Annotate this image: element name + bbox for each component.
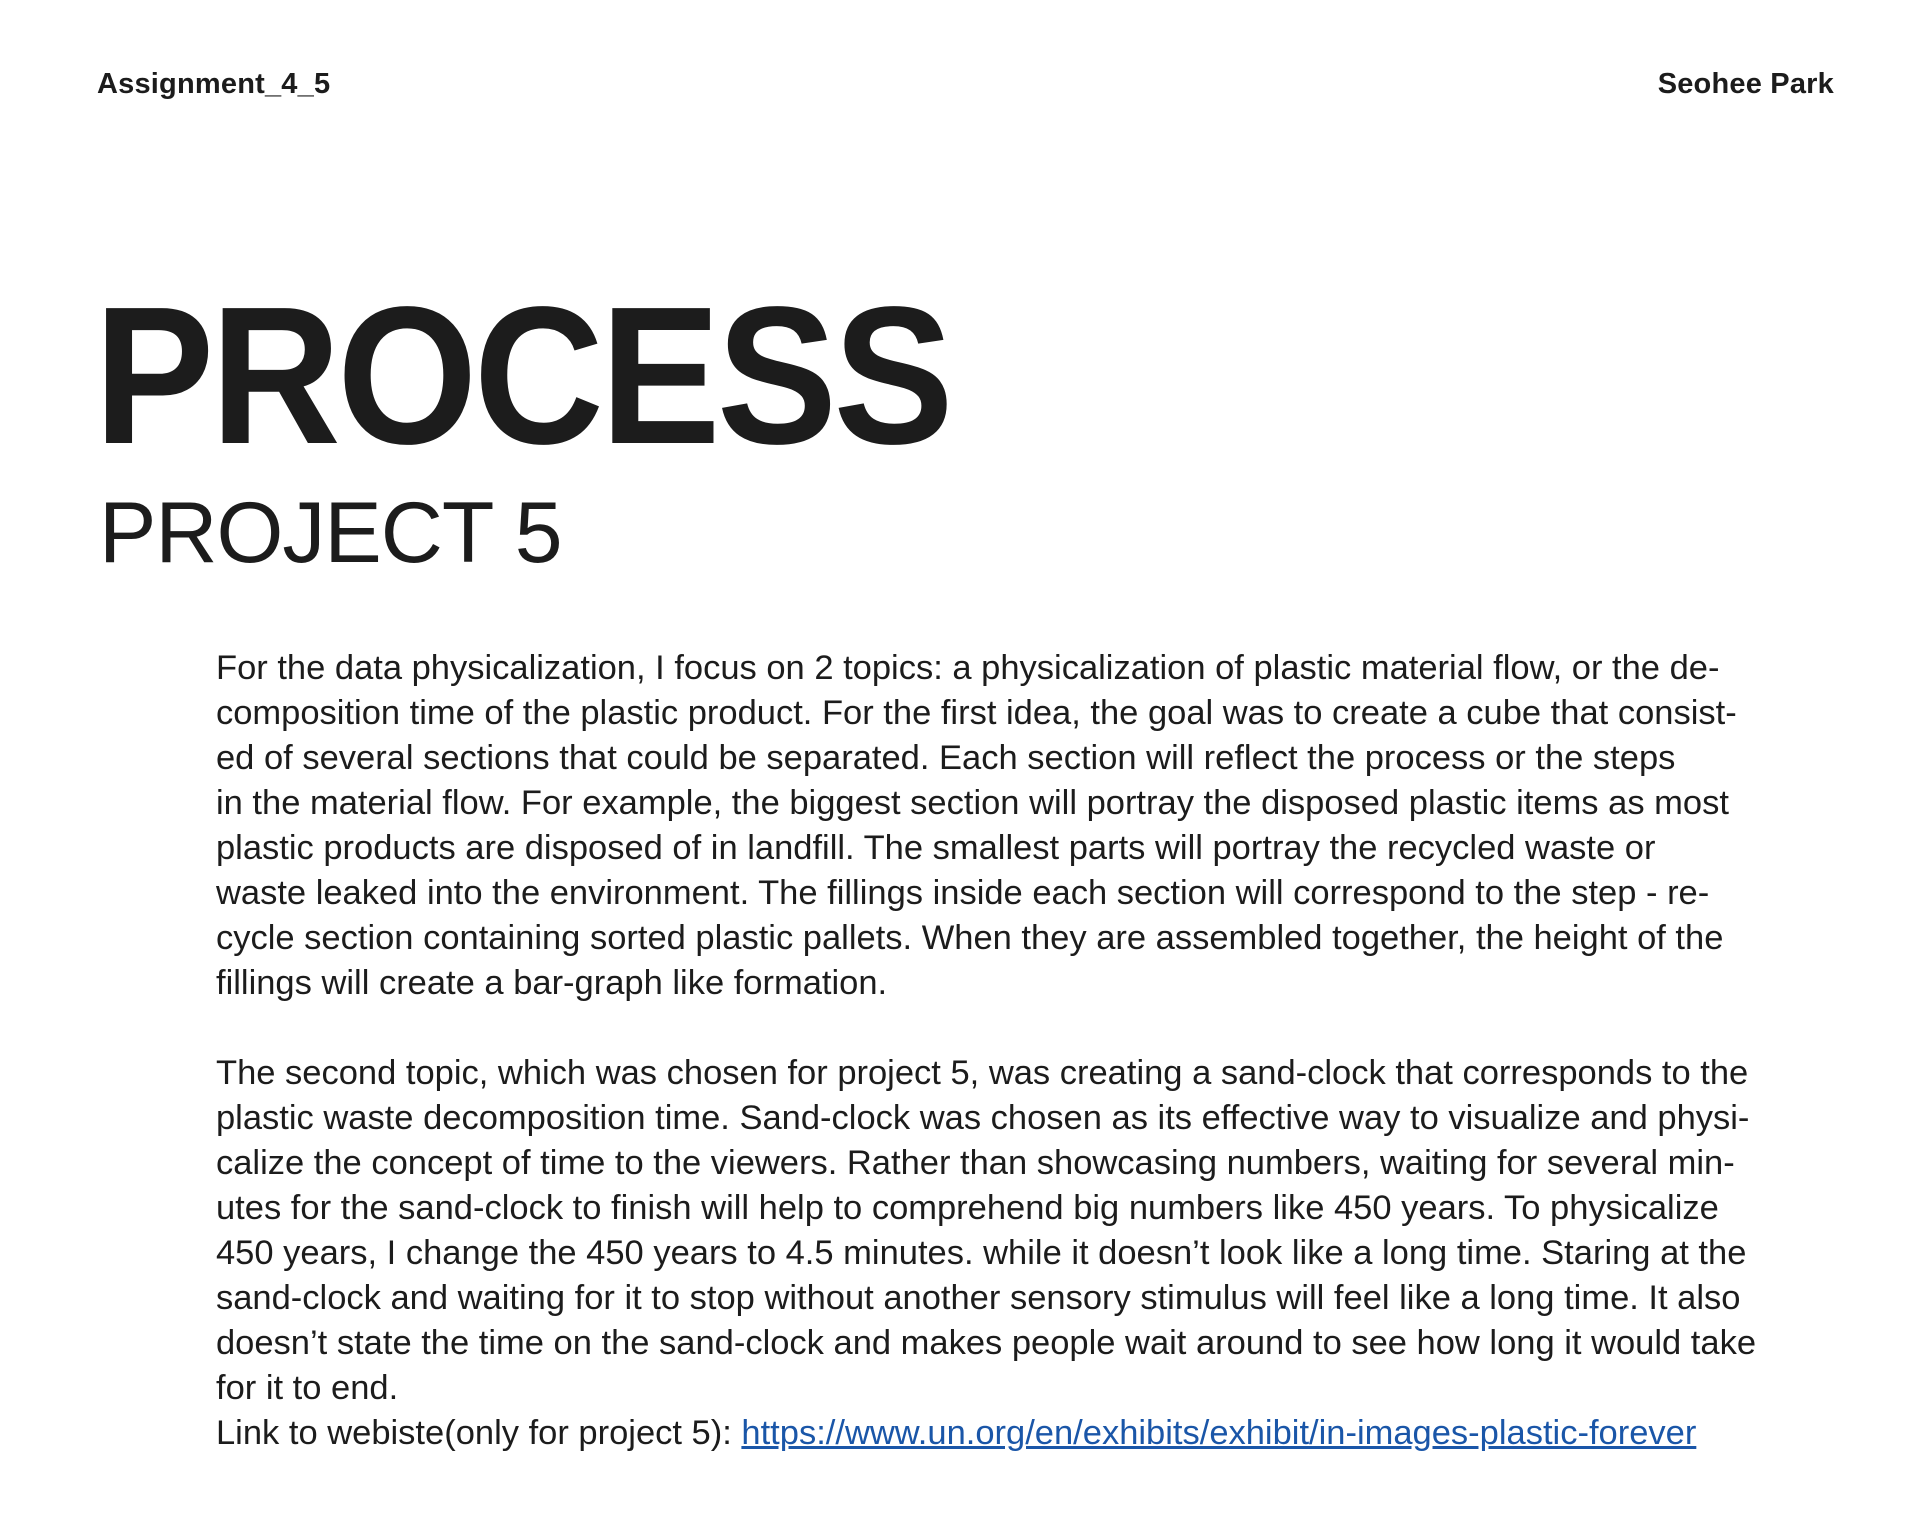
page-title: PROCESS [94, 266, 951, 485]
website-link[interactable]: https://www.un.org/en/exhibits/exhibit/in-images-plastic-forever [741, 1414, 1697, 1452]
paragraph-sand-clock: The second topic, which was chosen for project 5, was creating a sand-clock that corresponds to the plastic waste decomposition time. Sand-clock was chosen as its effective way to visualize and physi- calize the concept of time to the viewers. Rather than showcasing numbers, waiting for several min- utes for the sand-clock to finish will help to comprehend big numbers like 450 years. To physicalize 450 years, I change the 450 years to 4.5 minutes. while it doesn’t look like a long time. Staring at the sand-clock and waiting for it to stop without another sensory stimulus will feel like a long time. It also doesn’t state the time on the sand-clock and makes people wait around to see how long it would take for it to end. [216, 1054, 1757, 1407]
body-text [216, 646, 1836, 1456]
paragraph-gap [216, 1006, 1836, 1051]
assignment-label: Assignment_4_5 [97, 68, 331, 100]
page-subtitle: PROJECT 5 [99, 485, 562, 581]
website-link-line [216, 1411, 1836, 1456]
website-link-label: Link to webiste(only for project 5): [216, 1414, 742, 1452]
author-name: Seohee Park [1657, 68, 1834, 100]
paragraph-data-physicalization: For the data physicalization, I focus on 2 topics: a physicalization of plastic material flow, or the de- composition time of the plastic product. For the first idea, the goal was to create a cube that consist- ed of several sections that could be separated. Each section will reflect the process or the steps in the material flow. For example, the biggest section will portray the disposed plastic items as most plastic products are disposed of in landfill. The smallest parts will portray the recycled waste or waste leaked into the environment. The fillings inside each section will correspond to the step - re- cycle section containing sorted plastic pallets. When they are assembled together, the height of the fillings will create a bar-graph like formation. [216, 649, 1737, 1002]
